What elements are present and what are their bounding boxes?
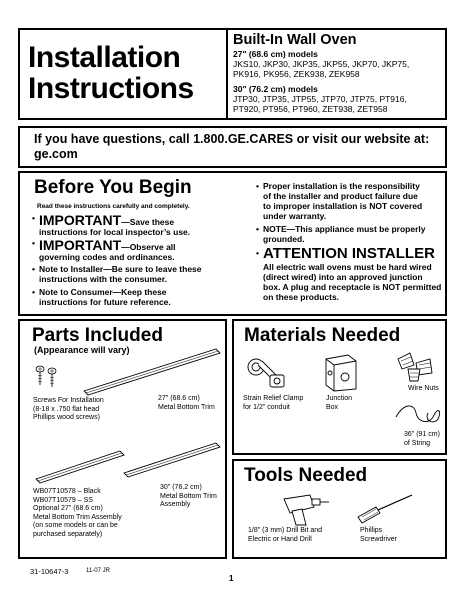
note-to-consumer-item: • Note to Consumer—Keep these instructions for future reference. <box>32 287 171 307</box>
wire-nuts-caption: Wire Nuts <box>408 385 439 392</box>
read-instructions-note: Read these instructions carefully and completely. <box>37 203 190 210</box>
screwdriver-caption: Phillips Screwdriver <box>360 527 397 543</box>
important-label: IMPORTANT <box>39 237 122 253</box>
trim-assembly-27-illustration <box>34 449 126 485</box>
strain-relief-clamp-illustration <box>244 351 290 393</box>
attention-heading: ATTENTION INSTALLER <box>263 245 435 262</box>
size-30-heading: 30" (76.2 cm) models <box>233 84 318 94</box>
product-name: Built-In Wall Oven <box>233 32 357 48</box>
document-code: 31-10647-3 <box>30 567 69 576</box>
contact-line2: ge.com <box>34 147 78 161</box>
important-label: IMPORTANT <box>39 212 122 228</box>
phillips-screwdriver-illustration <box>356 501 416 523</box>
before-you-begin-section <box>18 171 447 316</box>
models-27-line1: JKS10, JKP30, JKP35, JKP55, JKP70, JKP75, <box>233 59 410 69</box>
section-title: Parts Included <box>32 325 163 346</box>
drill-illustration <box>280 491 330 527</box>
page-number: 1 <box>229 574 234 583</box>
tools-needed-section <box>232 459 447 559</box>
drill-caption: 1/8" (3 mm) Drill Bit and Electric or Hand Drill <box>248 527 323 543</box>
models-27-line2: PK916, PK956, ZEK938, ZEK958 <box>233 69 360 79</box>
size-27-heading: 27" (68.6 cm) models <box>233 49 318 59</box>
document-title: Installation Instructions <box>28 41 194 105</box>
section-title: Before You Begin <box>34 177 192 198</box>
wire-nuts-illustration <box>394 347 440 383</box>
revision-date: 11-07 JR <box>86 568 110 574</box>
trim-assembly-27-caption: WB07T10578 – Black WB07T10579 – SS Optional 27" (68.6 cm) Metal Bottom Trim Assembly (on some models or can be purchased separately) <box>33 488 122 538</box>
important-codes-item: • IMPORTANT—Observe all governing codes and ordinances. <box>32 237 176 262</box>
section-title: Tools Needed <box>244 465 368 486</box>
proper-installation-item: • Proper installation is the responsibility of the installer and product failure due to improper installation is NOT covered under warranty. <box>256 181 423 221</box>
junction-box-illustration <box>322 351 360 393</box>
string-illustration <box>394 401 444 429</box>
materials-needed-section <box>232 319 447 455</box>
models-30-line1: JTP30, JTP35, JTP55, JTP70, JTP75, PT916, <box>233 94 407 104</box>
screws-caption: Screws For Installation (8-18 x .750 flat head Phillips wood screws) <box>33 397 104 421</box>
string-caption: 36" (91 cm) of String <box>404 431 440 447</box>
contact-line1: If you have questions, call 1.800.GE.CARES or visit our website at: <box>34 132 430 146</box>
section-title: Materials Needed <box>244 325 401 346</box>
note-to-installer-item: • Note to Installer—Be sure to leave these instructions with the consumer. <box>32 264 202 284</box>
contact-box <box>18 126 447 168</box>
models-box <box>226 28 447 120</box>
models-30-line2: PT920, PT956, PT960, ZET938, ZET958 <box>233 104 388 114</box>
clamp-caption: Strain Relief Clamp for 1/2" conduit <box>243 395 304 411</box>
trim-assembly-30-illustration <box>122 439 222 479</box>
title-box <box>18 28 228 120</box>
section-subtitle: (Appearance will vary) <box>34 345 130 355</box>
attention-installer-item: • ATTENTION INSTALLER All electric wall ovens must be hard wired (direct wired) into an approved junction box. A plug and receptacle is NOT permitted on these products. <box>256 245 442 302</box>
trim-27-caption: 27" (68.6 cm) Metal Bottom Trim <box>158 395 215 411</box>
screws-illustration <box>34 363 66 391</box>
important-save-item: • IMPORTANT—Save these instructions for local inspector’s use. <box>32 212 191 237</box>
parts-included-section <box>18 319 227 559</box>
junction-box-caption: Junction Box <box>326 395 353 411</box>
trim-assembly-30-caption: 30" (76.2 cm) Metal Bottom Trim Assembly <box>160 484 217 508</box>
grounding-note-item: • NOTE—This appliance must be properly grounded. <box>256 224 426 244</box>
bottom-trim-27-illustration <box>82 345 222 395</box>
